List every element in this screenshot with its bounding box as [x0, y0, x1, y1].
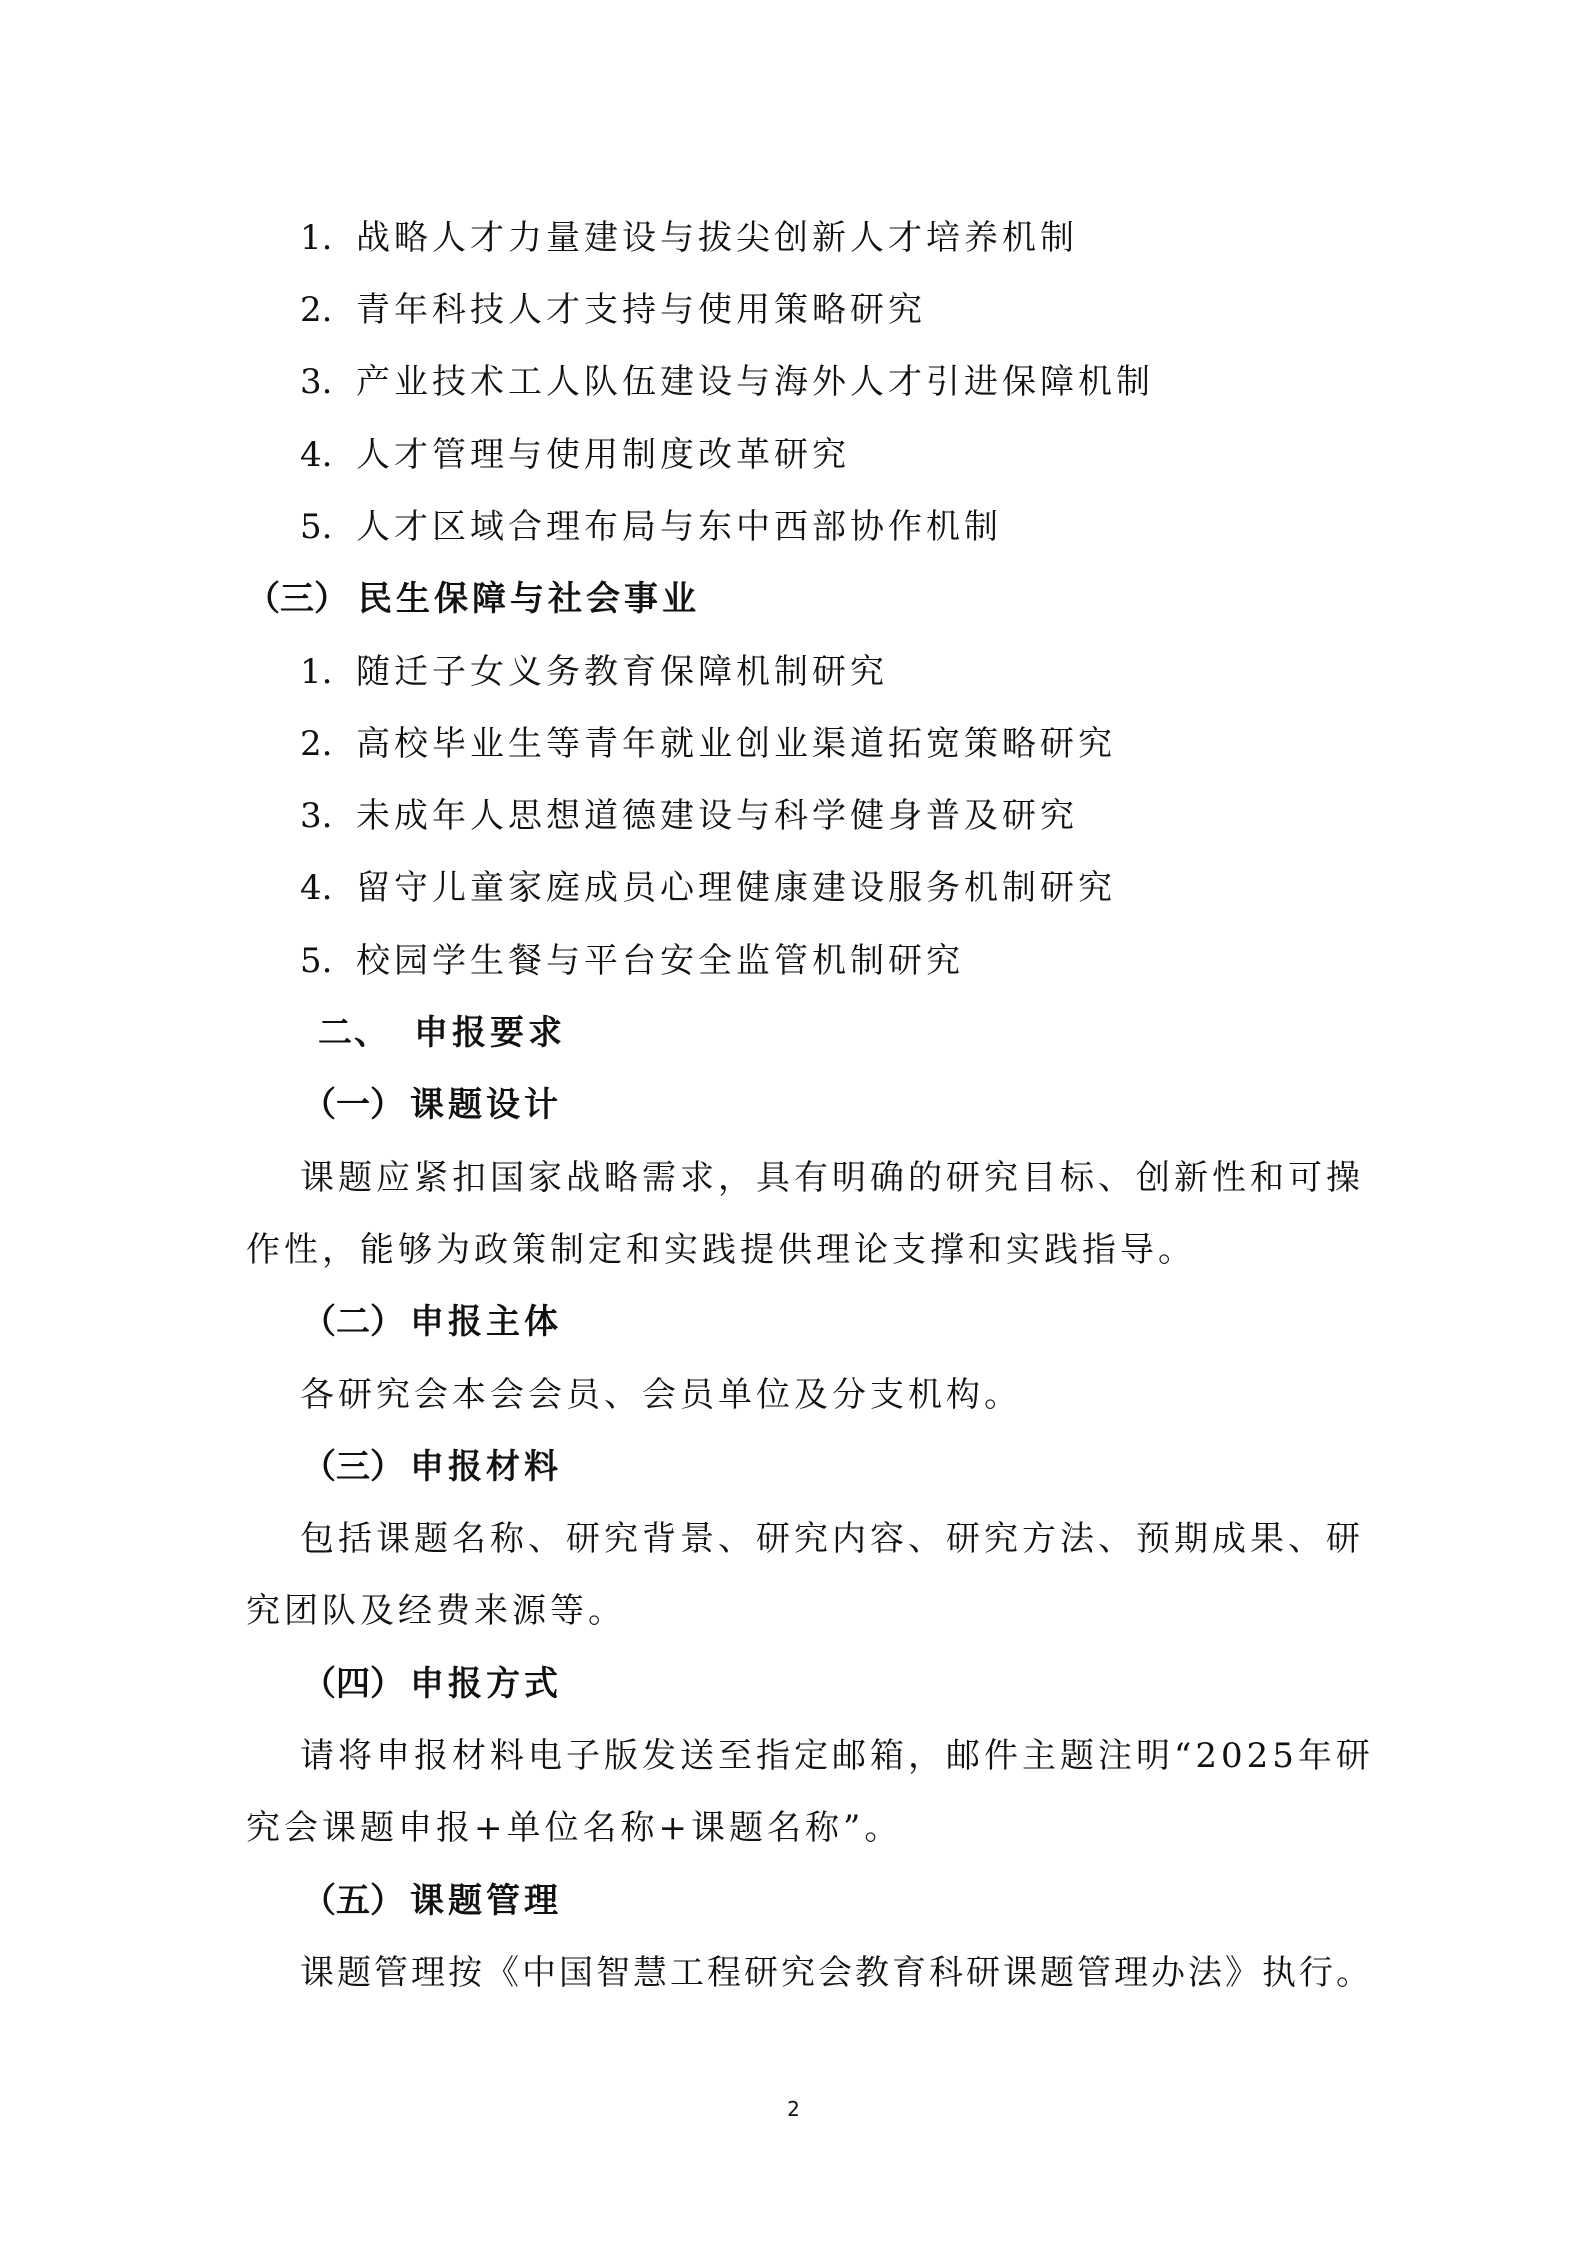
list-item: [300, 866, 1116, 910]
paragraph-line: 各研究会本会会员、会员单位及分支机构。: [300, 1375, 1022, 1415]
chapter-heading: [318, 1011, 566, 1055]
list-item-text: 留守儿童家庭成员心理健康建设服务机制研究: [356, 868, 1116, 908]
list-item-number: 1.: [300, 218, 333, 258]
chapter-title: 申报要求: [414, 1013, 566, 1053]
subsection-heading: [302, 1300, 562, 1344]
list-item-number: 2.: [300, 724, 333, 764]
paragraph-line: 请将申报材料电子版发送至指定邮箱，邮件主题注明“2025年研: [300, 1736, 1374, 1776]
list-item-text: 产业技术工人队伍建设与海外人才引进保障机制: [356, 362, 1154, 402]
list-item: [300, 722, 1116, 766]
subsection-title: 申报主体: [410, 1302, 562, 1342]
subsection-title: 申报材料: [410, 1447, 562, 1487]
subsection-title: 课题管理: [410, 1881, 562, 1921]
list-item-text: 随迁子女义务教育保障机制研究: [356, 652, 888, 692]
list-item: [300, 939, 964, 983]
list-item: [300, 794, 1078, 838]
list-item-number: 3.: [300, 362, 333, 402]
list-item: [300, 360, 1154, 404]
list-item-text: 人才区域合理布局与东中西部协作机制: [356, 507, 1002, 547]
subsection-heading: [302, 1662, 562, 1706]
list-item-text: 战略人才力量建设与拔尖创新人才培养机制: [356, 218, 1078, 258]
paragraph-line: 作性，能够为政策制定和实践提供理论支撑和实践指导。: [246, 1230, 1196, 1270]
subsection-label: （四）: [302, 1664, 404, 1704]
list-item-number: 5.: [300, 507, 333, 547]
list-item: [300, 216, 1078, 260]
subsection-label: （五）: [302, 1881, 404, 1921]
list-item: [300, 288, 926, 332]
list-item-text: 高校毕业生等青年就业创业渠道拓宽策略研究: [356, 724, 1116, 764]
list-item-text: 青年科技人才支持与使用策略研究: [356, 290, 926, 330]
list-item: [300, 650, 888, 694]
list-item-number: 3.: [300, 796, 333, 836]
paragraph-line: 究会课题申报+单位名称+课题名称”。: [246, 1808, 903, 1848]
subsection-title: 申报方式: [410, 1664, 562, 1704]
subsection-heading: [302, 1445, 562, 1489]
page-number: 2: [787, 2097, 800, 2121]
paragraph-line: 课题应紧扣国家战略需求，具有明确的研究目标、创新性和可操: [300, 1158, 1364, 1198]
list-item-number: 2.: [300, 290, 333, 330]
section-label: （三）: [246, 579, 348, 619]
paragraph-line: 课题管理按《中国智慧工程研究会教育科研课题管理办法》执行。: [300, 1953, 1373, 1993]
list-item: [300, 433, 850, 477]
chapter-label: 二、: [318, 1013, 390, 1053]
list-item-number: 4.: [300, 435, 333, 475]
subsection-title: 课题设计: [410, 1085, 562, 1125]
subsection-label: （三）: [302, 1447, 404, 1487]
paragraph-line: 包括课题名称、研究背景、研究内容、研究方法、预期成果、研: [300, 1519, 1364, 1559]
section-heading: [246, 577, 700, 621]
subsection-label: （二）: [302, 1302, 404, 1342]
paragraph-line: 究团队及经费来源等。: [246, 1591, 626, 1631]
subsection-heading: [302, 1879, 562, 1923]
list-item-number: 5.: [300, 941, 333, 981]
list-item-number: 4.: [300, 868, 333, 908]
section-title: 民生保障与社会事业: [358, 579, 700, 619]
list-item: [300, 505, 1002, 549]
list-item-text: 校园学生餐与平台安全监管机制研究: [356, 941, 964, 981]
subsection-heading: [302, 1083, 562, 1127]
list-item-text: 人才管理与使用制度改革研究: [356, 435, 850, 475]
list-item-number: 1.: [300, 652, 333, 692]
subsection-label: （一）: [302, 1085, 404, 1125]
list-item-text: 未成年人思想道德建设与科学健身普及研究: [356, 796, 1078, 836]
